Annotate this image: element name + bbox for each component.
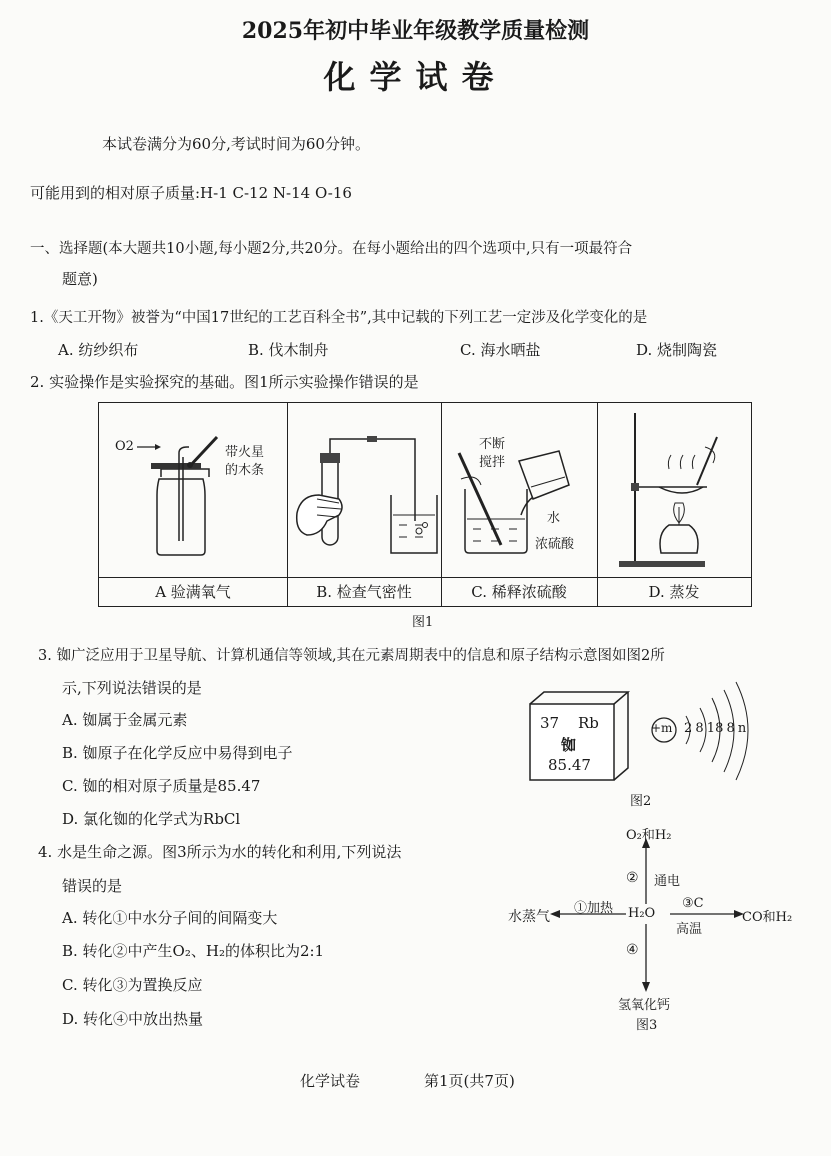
- panel-d: [597, 403, 752, 606]
- electron-shells: 2 8 18 8 n: [684, 721, 747, 736]
- stir-label-2: 搅拌: [479, 455, 506, 470]
- section-heading-cont: 题意): [62, 270, 98, 288]
- q4-option-c: C. 转化③为置换反应: [62, 976, 203, 994]
- element-symbol: Rb: [578, 714, 599, 732]
- q3-option-d: D. 氯化铷的化学式为RbCl: [62, 810, 241, 828]
- atomic-masses: 可能用到的相对原子质量:H-1 C-12 N-14 O-16: [30, 184, 352, 202]
- atomic-mass: 85.47: [548, 756, 591, 774]
- spark-label-1: 带火星: [225, 445, 265, 460]
- panel-c: [441, 403, 598, 606]
- o2-label: O2: [115, 439, 134, 454]
- figure-1-caption: 图1: [412, 615, 434, 630]
- top-product: O₂和H₂: [626, 828, 672, 843]
- airtightness-illustration: [287, 403, 441, 577]
- q4-stem-cont: 错误的是: [62, 877, 123, 895]
- panel-b-caption: B. 检查气密性: [316, 583, 412, 601]
- q1-option-b: B. 伐木制舟: [248, 341, 329, 359]
- q1-stem: 1.《天工开物》被誉为“中国17世纪的工艺百科全书”,其中记载的下列工艺一定涉及化学变化的是: [30, 310, 648, 326]
- q3-stem-cont: 示,下列说法错误的是: [62, 679, 202, 697]
- exam-title: 2025年初中毕业年级教学质量检测: [241, 18, 590, 44]
- left-product: 水蒸气: [508, 909, 550, 925]
- q1-option-a: A. 纺纱织布: [58, 341, 139, 359]
- q1-option-c: C. 海水晒盐: [460, 341, 541, 359]
- footer-page: 第1页(共7页): [424, 1072, 515, 1090]
- stir-label-1: 不断: [479, 437, 506, 452]
- step-3-label: ③C: [682, 896, 704, 911]
- figure-2-caption: 图2: [630, 794, 652, 809]
- water-label: 水: [547, 511, 561, 526]
- step-2-number: ②: [626, 870, 639, 886]
- q3-option-a: A. 铷属于金属元素: [62, 711, 188, 729]
- element-name: 铷: [561, 736, 577, 754]
- q4-option-d: D. 转化④中放出热量: [62, 1010, 204, 1028]
- panel-a: [99, 403, 288, 606]
- panel-a-caption: A 验满氧气: [155, 583, 231, 601]
- evaporation-illustration: [597, 403, 751, 577]
- step-2-label: 通电: [654, 874, 681, 889]
- bottom-product: 氢氧化钙: [618, 998, 671, 1013]
- q4-stem: 4. 水是生命之源。图3所示为水的转化和利用,下列说法: [38, 843, 402, 861]
- figure-1-captions: [99, 577, 751, 607]
- spark-label-2: 的木条: [225, 463, 265, 478]
- panel-b: [287, 403, 442, 606]
- step-3-condition: 高温: [676, 922, 703, 937]
- q3-stem: 3. 铷广泛应用于卫星导航、计算机通信等领域,其在元素周期表中的信息和原子结构示意图如图2所: [38, 648, 665, 664]
- atomic-number: 37: [540, 714, 560, 732]
- q3-option-c: C. 铷的相对原子质量是85.47: [62, 777, 261, 795]
- q4-option-a: A. 转化①中水分子间的间隔变大: [62, 909, 278, 927]
- section-heading: 一、选择题(本大题共10小题,每小题2分,共20分。在每小题给出的四个选项中,只有一项最符合: [30, 241, 633, 257]
- q2-stem: 2. 实验操作是实验探究的基础。图1所示实验操作错误的是: [30, 373, 419, 391]
- oxygen-test-illustration: [99, 403, 287, 577]
- acid-label: 浓硫酸: [535, 537, 575, 552]
- q4-option-b: B. 转化②中产生O₂、H₂的体积比为2:1: [62, 942, 325, 960]
- subject-title: 化学试卷: [323, 58, 508, 96]
- footer-subject: 化学试卷: [300, 1072, 361, 1090]
- score-time-note: 本试卷满分为60分,考试时间为60分钟。: [102, 135, 370, 153]
- panel-d-caption: D. 蒸发: [648, 583, 700, 601]
- center-water: H₂O: [628, 906, 656, 921]
- step-1-label: ①加热: [574, 901, 614, 916]
- step-4-label: ④: [626, 942, 639, 958]
- q1-option-d: D. 烧制陶瓷: [636, 341, 718, 359]
- figure-3-caption: 图3: [636, 1018, 658, 1033]
- right-product: CO和H₂: [742, 910, 793, 925]
- figure-1-table: [98, 402, 752, 607]
- q3-option-b: B. 铷原子在化学反应中易得到电子: [62, 744, 293, 762]
- panel-c-caption: C. 稀释浓硫酸: [471, 583, 567, 601]
- nucleus-charge: +m: [651, 721, 673, 735]
